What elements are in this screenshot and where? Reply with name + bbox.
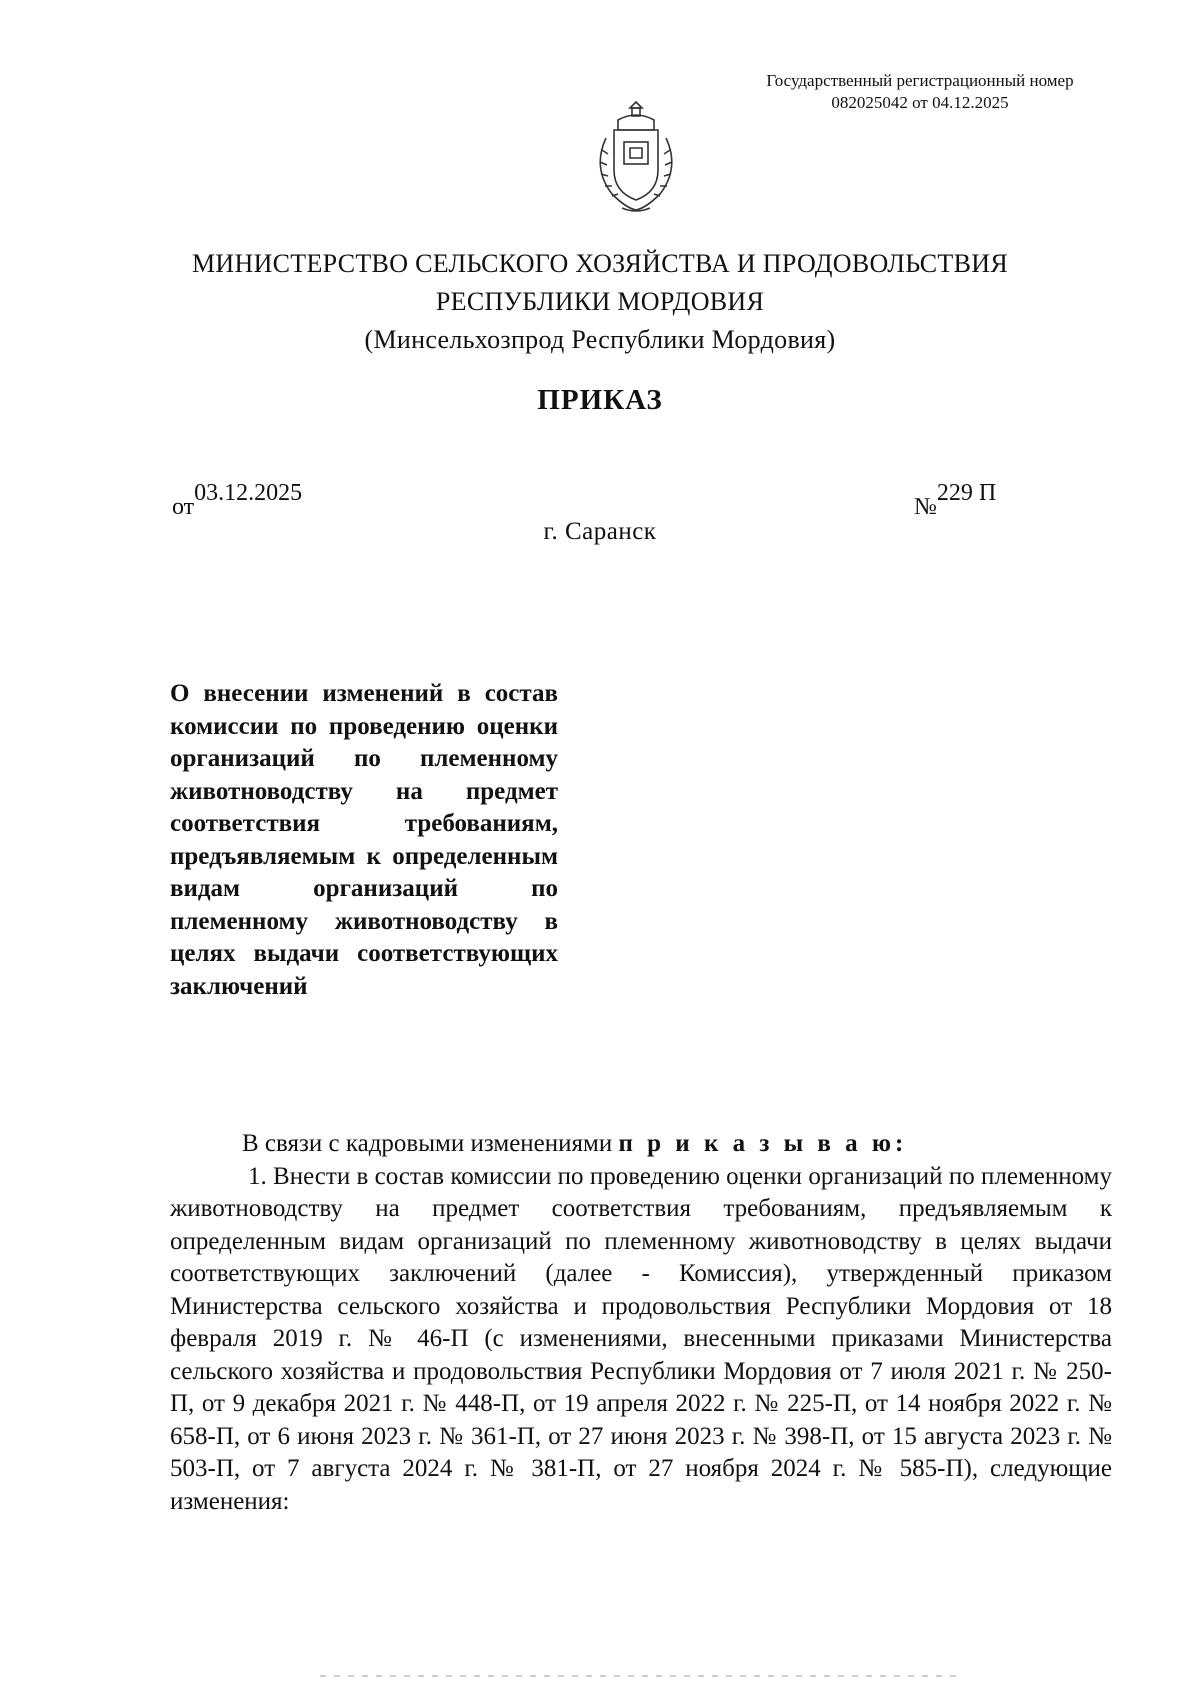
intro-paragraph [170,1128,1112,1161]
order-number [914,480,997,520]
registration-label: Государственный регистрационный номер [766,71,1074,90]
ministry-short-name: (Минсельхозпрод Республики Мордовия) [364,325,836,354]
date-value: 03.12.2025 [194,480,303,506]
ministry-name-line2: РЕСПУБЛИКИ МОРДОВИЯ [435,287,765,316]
number-prefix: № [914,494,937,520]
registration-number: 082025042 от 04.12.2025 [831,93,1009,112]
page-bottom-artifact [320,1675,960,1677]
intro-emphasis: п р и к а з ы в а ю: [618,1130,908,1157]
city: г. Саранск [543,518,657,545]
order-body [170,1128,1112,1518]
intro-text: В связи с кадровыми изменениями [242,1130,613,1157]
registration-block [720,70,1120,114]
date-prefix: от [172,494,195,520]
document-title: ПРИКАЗ [537,384,663,416]
ministry-name-line1: МИНИСТЕРСТВО СЕЛЬСКОГО ХОЗЯЙСТВА И ПРОДОВОЛЬСТВИЯ [192,249,1008,278]
ministry-header [0,245,1200,359]
order-date [172,480,303,520]
order-subject: О внесении изменений в состав комиссии по проведению оценки организаций по племенному животноводству на предмет соответствия требованиям, предъявляемым к определенным видам организаций по племенному животноводству в целях выдачи соответствующих заключений [170,680,558,1000]
number-value: 229 П [936,480,997,506]
coat-of-arms-icon [588,98,684,214]
paragraph-1: 1. Внести в состав комиссии по проведению оценки организаций по племенному животноводству на предмет соответствия требованиям, предъявляемым к определенным видам организаций по племенному животноводству в целях выдачи соответствующих заключений (далее - Комиссия), утвержденный приказом Министерства сельского хозяйства и продовольствия Республики Мордовия от 18 февраля 2019 г. № 46-П (с изменениями, внесенными приказами Министерства сельского хозяйства и продовольствия Республики Мордовия от 7 июля 2021 г. № 250-П, от 9 декабря 2021 г. № 448-П, от 19 апреля 2022 г. № 225-П, от 14 ноября 2022 г. № 658-П, от 6 июня 2023 г. № 361-П, от 27 июня 2023 г. № 398-П, от 15 августа 2023 г. № 503-П, от 7 августа 2024 г. № 381-П, от 27 ноября 2024 г. № 585-П), следующие изменения: [170,1162,1112,1515]
